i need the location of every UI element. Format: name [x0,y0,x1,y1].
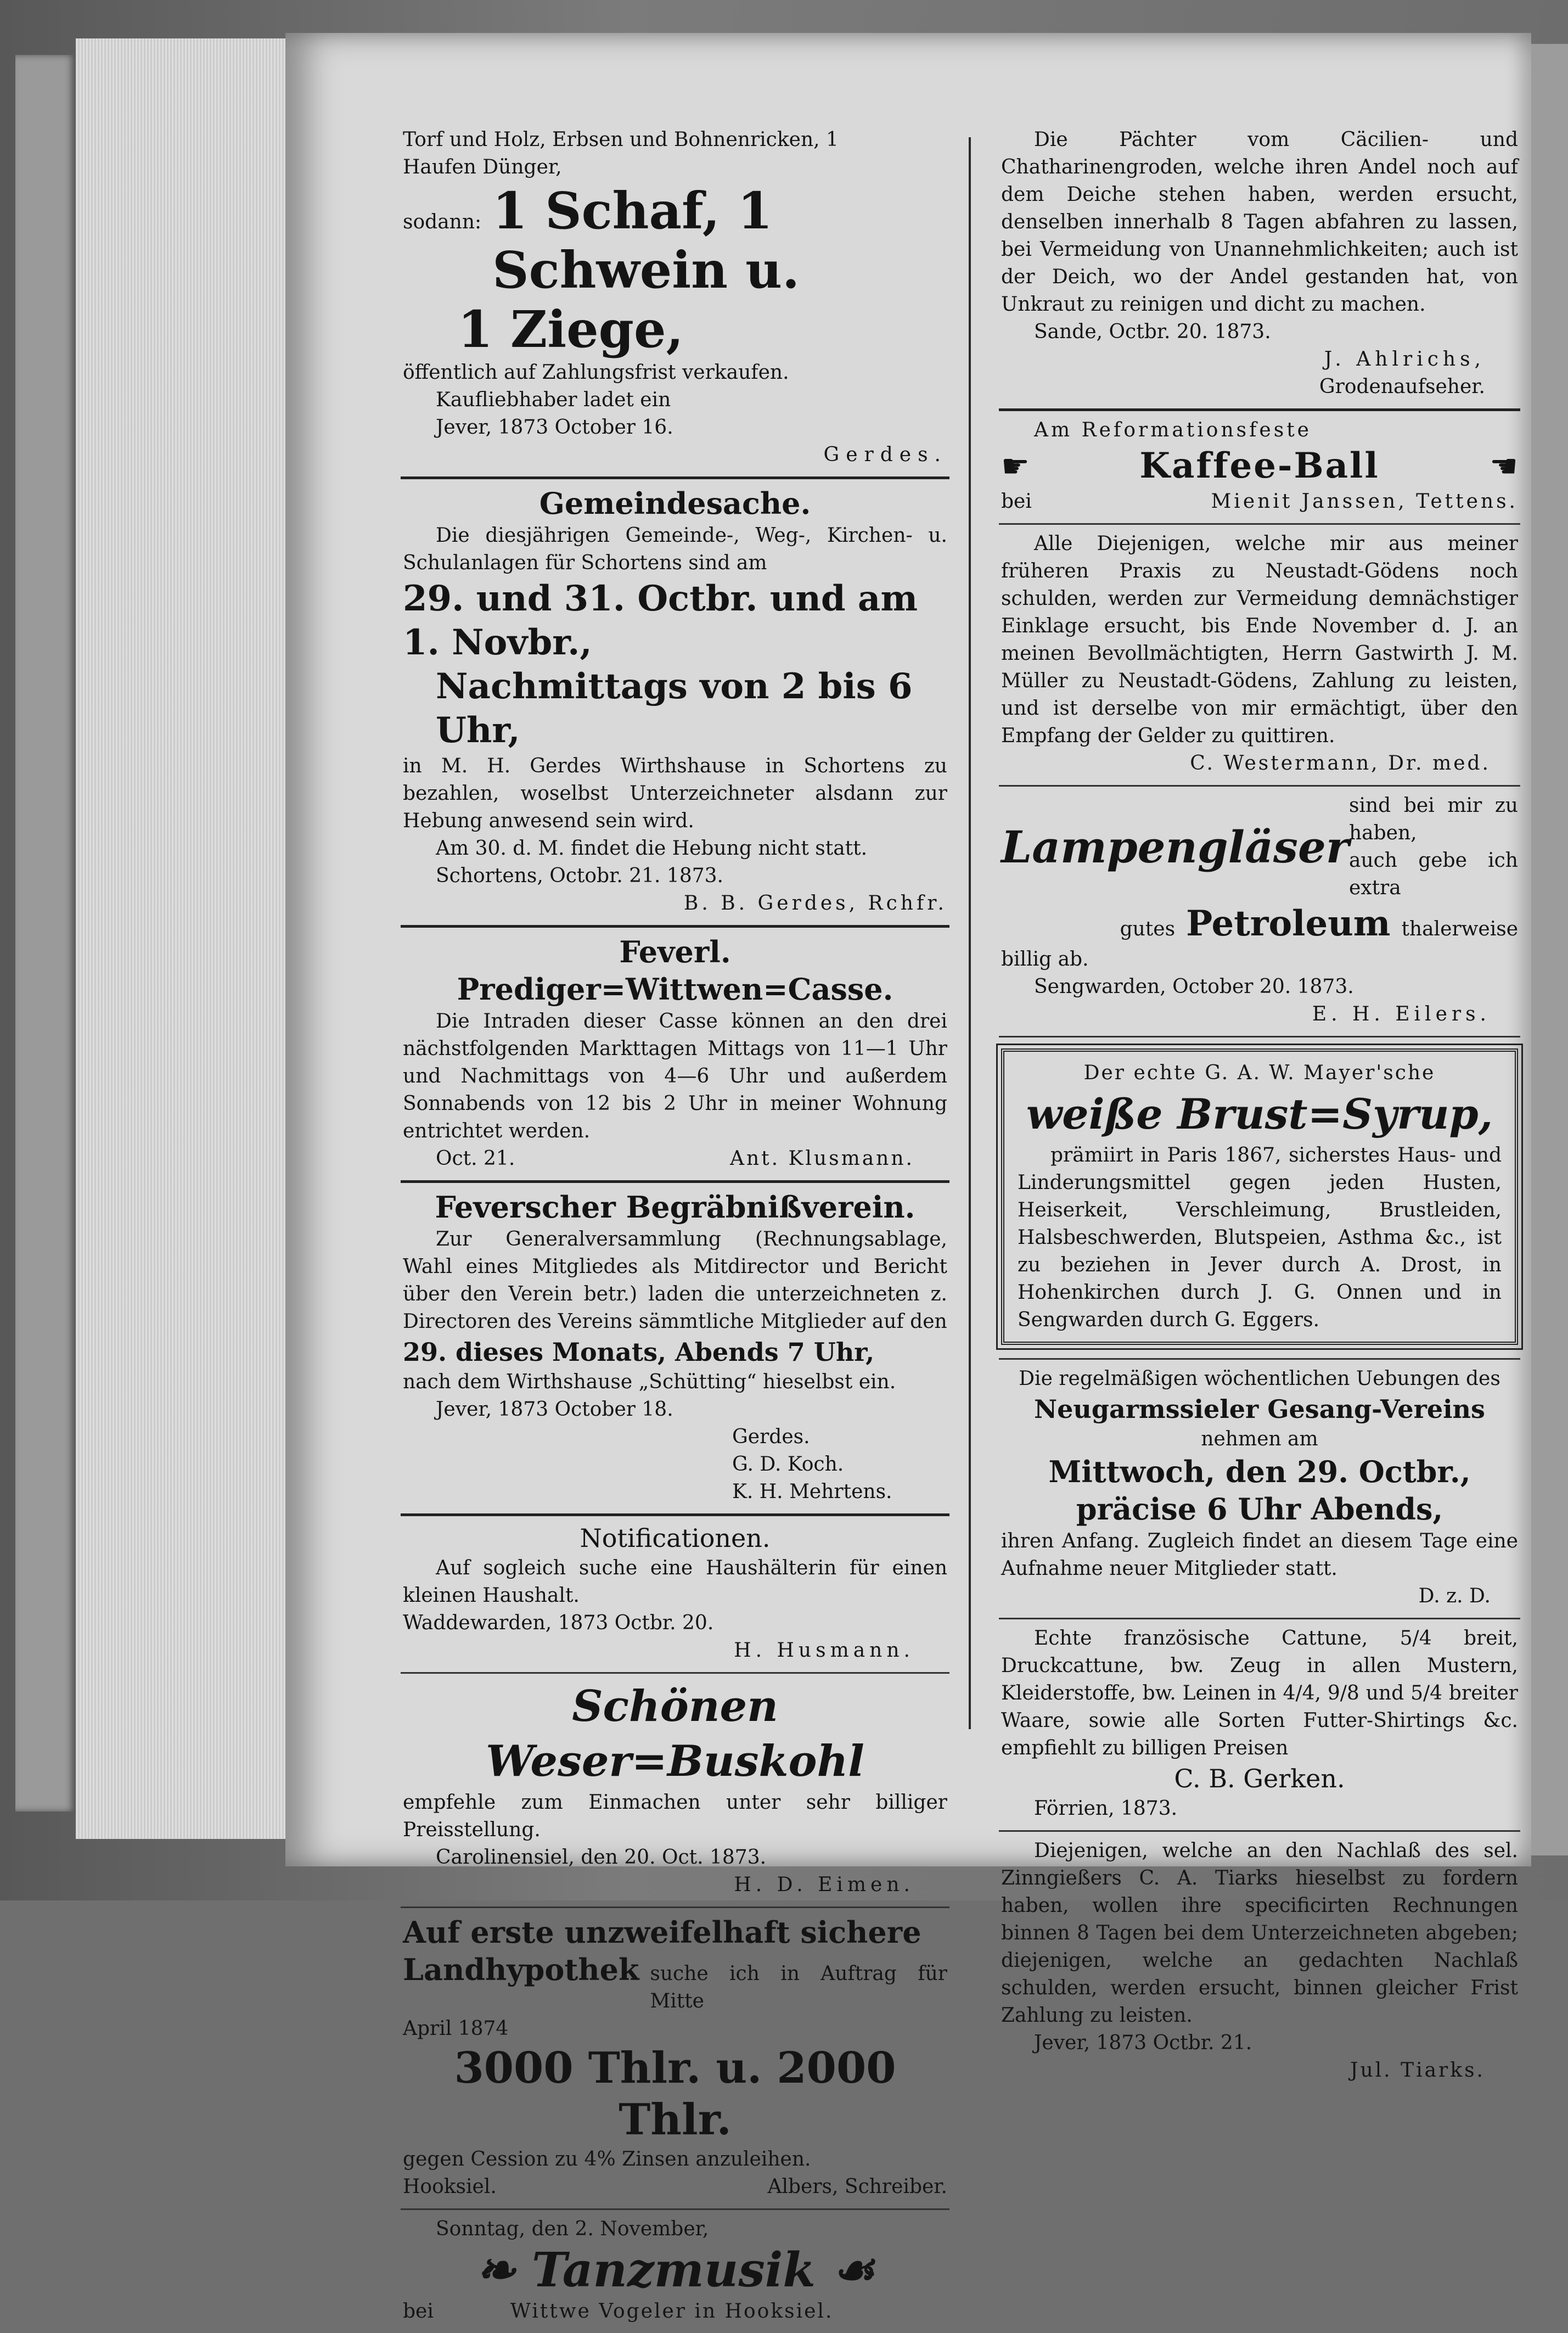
signature-role: Grodenaufseher. [1319,375,1485,398]
headline: Auf erste unzweifelhaft sichere [403,1915,921,1950]
date: Sande, Octbr. 20. 1873. [1034,321,1271,343]
ad-auction [401,121,949,479]
text: prämiirt in Paris 1867, sicherstes Haus- und Linderungsmittel gegen jeden Husten, Heiserkeit, Verschleimung, Brustleiden, Halsbeschwerden, Blutspeien, Asthma &c., ist zu beziehen in Jever durch A. Drost, in Hohenkirchen durch J. G. Onnen und in Sengwarden durch G. Eggers. [1018,1144,1502,1331]
text: billig ab. [1001,948,1089,971]
signature: H. Husmann. [734,1639,914,1662]
text: gutes [1120,918,1176,940]
headline: 1 Schaf, 1 Schwein u. [492,181,800,300]
text: Auf sogleich suche eine Haushälterin für einen kleinen Haushalt. [403,1557,947,1607]
signature: K. H. Mehrtens. [732,1480,892,1503]
text: nehmen am [1201,1428,1318,1450]
signature: J. Ahlrichs, [1324,348,1485,371]
text: Diejenigen, welche an den Nachlaß des sel. Zinngießers C. A. Tiarks hieselbst zu fordern haben, wollen ihre specificirten Rechnungen binnen 8 Tagen bei dem Unterzeichneten abgeben; diejenigen, welche an gedachten Nachlaß schulden, werden ersucht, binnen gleicher Frist Zahlung zu leisten. [1001,1840,1518,2027]
signature: Gerdes. [732,1426,810,1448]
left-column [401,121,949,2333]
ad-title: weiße Brust=Syrup, [1026,1090,1493,1139]
ad-title: Feverl. Prediger=Wittwen=Casse. [457,934,893,1007]
text: Die diesjährigen Gemeinde-, Weg-, Kirchen- u. Schulanlagen für Schortens sind am [403,524,947,574]
signature: Jul. Tiarks. [1350,2059,1485,2082]
ad-title: Notificationen. [580,1523,771,1553]
page-block [76,38,295,1839]
ad-title: Kaffee-Ball [1139,445,1380,486]
text: Echte französische Cattune, 5/4 breit, Druckcattune, bw. Zeug in allen Mustern, Kleiderstoffe, bw. Leinen in 4/4, 9/8 und 5/4 breiter Waare, sowie alle Sorten Futter-Shirtings &c. empfiehlt zu billigen Preisen [1001,1627,1518,1759]
date: Jever, 1873 Octbr. 21. [1034,2032,1252,2054]
ad-gesang-verein [999,1360,1520,1619]
text: öffentlich auf Zahlungsfrist verkaufen. [403,361,789,384]
text: gegen Cession zu 4% Zinsen anzuleihen. [403,2148,811,2171]
book-cover [15,55,76,1812]
signature: C. Westermann, Dr. med. [1190,752,1491,775]
headline: Nachmittags von 2 bis 6 Uhr, [436,666,913,751]
text: Die Pächter vom Cäcilien- und Chatharinengroden, welche ihren Andel noch auf dem Deiche stehen haben, werden ersucht, denselben innerhalb 8 Tagen abfahren zu lassen, bei Vermeidung von Unannehmlichkeiten; auch ist der Deich, wo der Andel gestanden hat, von Unkraut zu reinigen und dicht zu machen. [1001,128,1518,316]
company-name: C. B. Gerken. [1174,1764,1345,1793]
text: Waddewarden, 1873 Octbr. 20. [403,1612,714,1634]
headline: Mittwoch, den 29. Octbr., [1048,1454,1471,1489]
headline: 29. dieses Monats, Abends 7 Uhr, [403,1337,875,1367]
headline: 1 Ziege, [458,300,684,359]
date: Sengwarden, October 20. 1873. [1034,975,1354,998]
signature: H. D. Eimen. [734,1874,914,1896]
signature: D. z. D. [1418,1585,1491,1607]
ad-cattune [999,1619,1520,1832]
signature: B. B. Gerdes, Rchfr. [683,892,947,915]
text: sodann: [403,211,482,233]
ad-wittwen-casse [401,928,949,1183]
text: Jever, 1873 October 16. [436,416,673,439]
right-column [999,121,1520,2092]
ad-title: Feverscher Begräbnißverein. [435,1190,915,1225]
text: Schortens, Octobr. 21. 1873. [436,865,723,887]
headline: 29. und 31. Octbr. und am 1. Novbr., [403,578,918,663]
ad-landhypothek [401,1908,949,2210]
signature: E. H. Eilers. [1312,1003,1491,1025]
text: Am Reformationsfeste [1034,419,1312,441]
text: April 1874 [403,2017,509,2040]
text: sind bei mir zu haben, [1348,794,1518,844]
column-divider [969,137,971,1729]
ad-lampenglaeser [999,787,1520,1037]
ad-title: Neugarmssieler Gesang-Vereins [1034,1394,1485,1424]
text: Die regelmäßigen wöchentlichen Uebungen des [1019,1367,1500,1390]
ad-title: Lampengläser [1001,821,1349,873]
text: auch gebe ich extra [1348,849,1518,899]
framed-box [1001,1048,1518,1345]
text: Carolinensiel, den 20. Oct. 1873. [436,1846,767,1869]
text: Zur Generalversammlung (Rechnungsablage, Wahl eines Mitgliedes als Mitdirector und Bericht über den Verein betr.) laden die unterzeichneten z. Directoren des Vereins sämmtliche Mitglieder auf den [403,1228,947,1333]
text: Kaufliebhaber ladet ein [436,389,671,411]
text: bei [1001,490,1032,513]
headline: präcise 6 Uhr Abends, [1076,1491,1443,1527]
amount: 3000 Thlr. u. 2000 Thlr. [454,2043,896,2145]
text: Alle Diejenigen, welche mir aus meiner früheren Praxis zu Neustadt-Gödens noch schulden, werden zur Vermeidung demnächstiger Einklage ersucht, bis Ende November d. J. an meinen Bevollmächtigten, Herrn Gastwirth J. M. Müller zu Neustadt-Gödens, Zahlung zu leisten, und ist derselbe von mir ermächtigt, über den Empfang der Gelder zu quittiren. [1001,532,1518,747]
ad-title: Gemeindesache. [539,486,811,521]
ad-title [403,2243,947,2298]
ad-notification [401,1516,949,1674]
pointing-hand-right-icon: ☛ [1001,447,1030,485]
pointing-hand-left-icon: ☚ [1490,447,1518,485]
text: Wittwe Vogeler in Hooksiel. [510,2300,834,2323]
place: Förrien, 1873. [1034,1797,1178,1820]
signature: G. D. Koch. [732,1453,844,1476]
ad-gemeindesache [401,479,949,928]
text: suche ich in Auftrag für Mitte [650,1962,947,2012]
ad-tiarks [999,1832,1520,2092]
ad-westermann [999,525,1520,787]
text: bei [403,2300,434,2323]
product-name: Petroleum [1186,903,1391,944]
signature: Albers, Schreiber. [767,2175,947,2198]
text: thalerweise [1401,918,1518,940]
signature: Gerdes. [823,444,947,466]
ad-kaffee-ball [999,411,1520,525]
ad-begraebnissverein [401,1183,949,1516]
text: Torf und Holz, Erbsen und Bohnenricken, 1 [403,128,839,151]
ad-buskohl [401,1674,949,1908]
ad-tanzmusik [401,2210,949,2333]
text: Der echte G. A. W. Mayer'sche [1083,1062,1436,1084]
flourish-ornament-left: ❧ [475,2242,532,2298]
text: Mienit Janssen, Tettens. [1211,490,1518,513]
date: Oct. 21. [436,1147,515,1170]
ad-title: Schönen Weser=Buskohl [486,1681,864,1786]
signature: Ant. Klusmann. [729,1147,914,1170]
text: in M. H. Gerdes Wirthshause in Schortens zu bezahlen, woselbst Unterzeichneter alsdann zur Hebung anwesend sein wird. [403,755,947,832]
text: Jever, 1873 October 18. [436,1398,673,1421]
text: Haufen Dünger, [403,156,562,178]
ad-groden [999,121,1520,411]
text: Am 30. d. M. findet die Hebung nicht statt. [436,837,868,860]
text: ihren Anfang. Zugleich findet an diesem Tage eine Aufnahme neuer Mitglieder statt. [1001,1530,1518,1580]
text: nach dem Wirthshause „Schütting“ hieselbst ein. [403,1371,896,1393]
flourish-ornament-right: ☙ [816,2242,875,2298]
text: empfehle zum Einmachen unter sehr billiger Preisstellung. [403,1791,947,1841]
next-page-edge [1531,44,1568,1855]
ad-brust-syrup [999,1037,1520,1360]
place: Hooksiel. [403,2175,497,2198]
text: Sonntag, den 2. November, [436,2218,709,2240]
title-text: Tanzmusik [531,2242,816,2298]
text: Die Intraden dieser Casse können an den drei nächstfolgenden Markttagen Mittags von 11—1 Uhr und Nachmittags von 4—6 Uhr und außerdem Sonnabends von 12 bis 2 Uhr in meiner Wohnung entrichtet werden. [403,1010,947,1142]
headline: Landhypothek [403,1952,639,1987]
